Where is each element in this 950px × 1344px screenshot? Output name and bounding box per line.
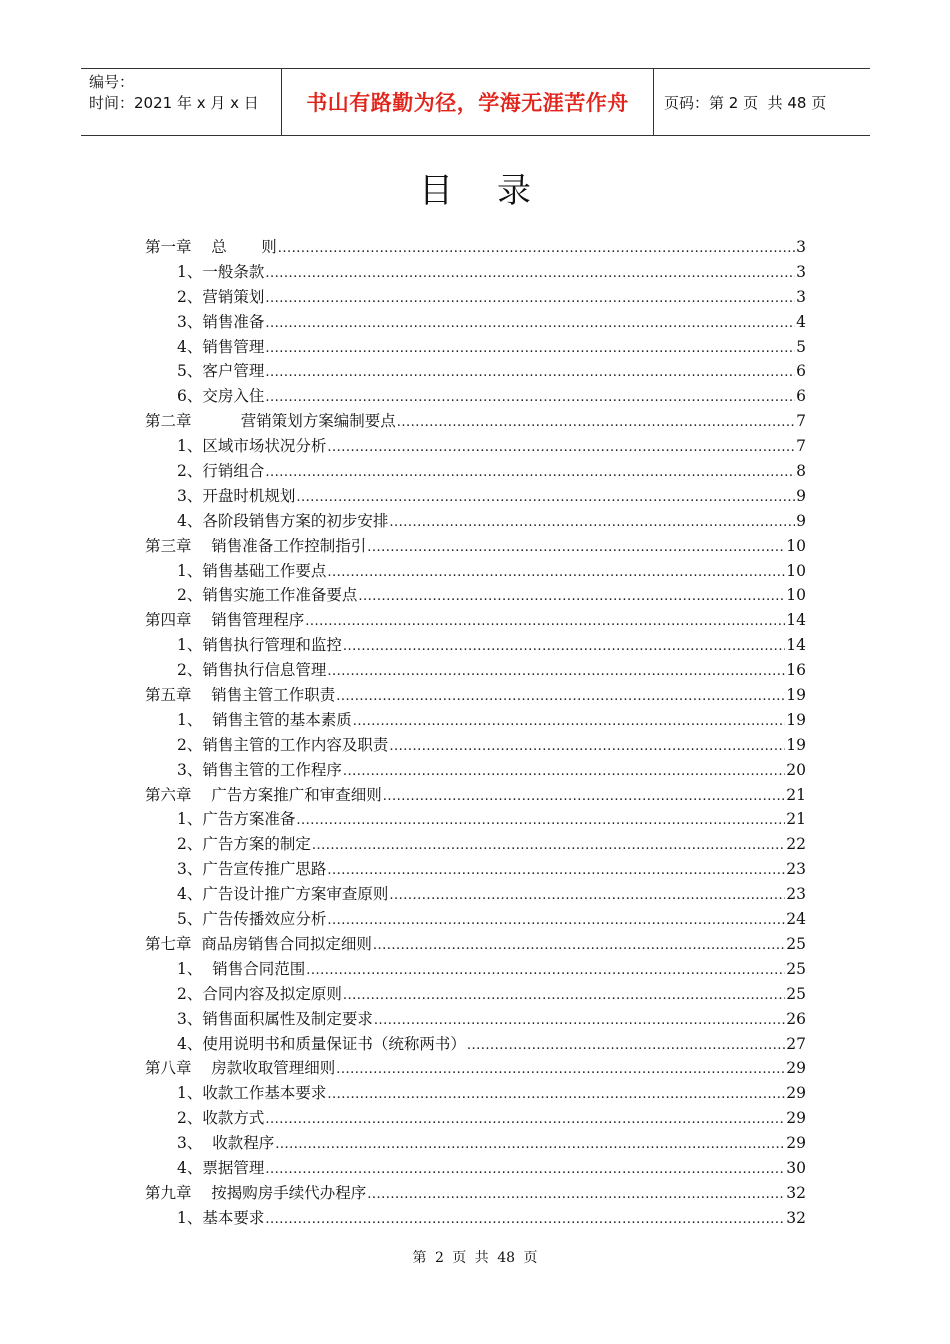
- toc-section-entry[interactable]: [145, 1032, 806, 1057]
- toc-chapter-entry[interactable]: [145, 683, 806, 708]
- toc-leader-dots: [373, 935, 785, 953]
- toc-entry-page: 23: [786, 885, 806, 904]
- toc-entry-page: 19: [786, 735, 806, 754]
- toc-entry-page: 4: [796, 312, 806, 331]
- toc-section-entry[interactable]: [145, 434, 806, 459]
- toc-leader-dots: [343, 985, 785, 1003]
- toc-section-entry[interactable]: [145, 708, 806, 733]
- toc-entry-label: 2、销售执行信息管理: [177, 661, 327, 680]
- toc-entry-page: 14: [786, 636, 806, 655]
- toc-leader-dots: [265, 387, 795, 405]
- toc-entry-label: 第八章 房款收取管理细则: [145, 1059, 336, 1078]
- toc-entry-label: 5、客户管理: [177, 362, 265, 381]
- toc-entry-page: 32: [786, 1208, 806, 1227]
- toc-entry-label: 2、广告方案的制定: [177, 835, 311, 854]
- header-page-info-cell: [654, 69, 870, 135]
- toc-section-entry[interactable]: [145, 807, 806, 832]
- toc-entry-label: 4、各阶段销售方案的初步安排: [177, 511, 389, 530]
- toc-entry-page: 3: [796, 262, 806, 281]
- toc-entry-label: 1、基本要求: [177, 1208, 265, 1227]
- toc-section-entry[interactable]: [145, 1206, 806, 1231]
- document-number-label: 编号：: [89, 73, 135, 91]
- toc-section-entry[interactable]: [145, 459, 806, 484]
- toc-section-entry[interactable]: [145, 359, 806, 384]
- toc-leader-dots: [278, 238, 795, 256]
- toc-entry-label: 4、广告设计推广方案审查原则: [177, 885, 389, 904]
- toc-leader-dots: [336, 686, 785, 704]
- toc-entry-label: 3、开盘时机规划: [177, 486, 296, 505]
- toc-chapter-entry[interactable]: [145, 608, 806, 633]
- toc-entry-label: 1、区域市场状况分析: [177, 437, 327, 456]
- header-meta: [81, 69, 282, 135]
- toc-leader-dots: [397, 412, 795, 430]
- toc-entry-page: 20: [786, 760, 806, 779]
- toc-leader-dots: [327, 661, 785, 679]
- toc-entry-label: 6、交房入住: [177, 387, 265, 406]
- toc-entry-label: 5、广告传播效应分析: [177, 910, 327, 929]
- toc-entry-label: 1、一般条款: [177, 262, 265, 281]
- header-motto-cell: [282, 69, 654, 135]
- toc-leader-dots: [265, 313, 795, 331]
- toc-section-entry[interactable]: [145, 484, 806, 509]
- toc-leader-dots: [327, 437, 795, 455]
- toc-section-entry[interactable]: [145, 583, 806, 608]
- toc-leader-dots: [275, 1134, 785, 1152]
- toc-section-entry[interactable]: [145, 1131, 806, 1156]
- toc-entry-page: 29: [786, 1109, 806, 1128]
- toc-leader-dots: [327, 910, 785, 928]
- toc-section-entry[interactable]: [145, 882, 806, 907]
- toc-section-entry[interactable]: [145, 260, 806, 285]
- toc-section-entry[interactable]: [145, 1081, 806, 1106]
- toc-chapter-entry[interactable]: [145, 783, 806, 808]
- toc-entry-page: 10: [786, 536, 806, 555]
- toc-entry-page: 10: [786, 561, 806, 580]
- toc-leader-dots: [343, 761, 785, 779]
- toc-entry-label: 2、销售主管的工作内容及职责: [177, 735, 389, 754]
- toc-entry-label: 3、销售主管的工作程序: [177, 760, 342, 779]
- toc-entry-label: 1、销售基础工作要点: [177, 561, 327, 580]
- toc-chapter-entry[interactable]: [145, 1056, 806, 1081]
- toc-entry-page: 5: [796, 337, 806, 356]
- toc-leader-dots: [296, 487, 795, 505]
- header-motto: 书山有路勤为径，学海无涯苦作舟: [306, 91, 629, 115]
- toc-section-entry[interactable]: [145, 758, 806, 783]
- toc-entry-page: 21: [786, 810, 806, 829]
- toc-entry-page: 24: [786, 910, 806, 929]
- toc-leader-dots: [374, 1010, 785, 1028]
- toc-entry-page: 19: [786, 686, 806, 705]
- toc-entry-label: 2、销售实施工作准备要点: [177, 586, 358, 605]
- toc-entry-page: 30: [786, 1158, 806, 1177]
- toc-leader-dots: [296, 810, 785, 828]
- toc-leader-dots: [265, 263, 795, 281]
- toc-entry-page: 3: [796, 238, 806, 256]
- toc-section-entry[interactable]: [145, 310, 806, 335]
- toc-entry-page: 19: [786, 710, 806, 729]
- toc-entry-label: 2、收款方式: [177, 1109, 265, 1128]
- toc-entry-label: 第三章 销售准备工作控制指引: [145, 536, 367, 555]
- toc-section-entry[interactable]: [145, 1156, 806, 1181]
- toc-title: 目录: [419, 171, 575, 211]
- table-of-contents: [145, 235, 806, 1231]
- toc-entry-label: 2、合同内容及拟定原则: [177, 984, 342, 1003]
- toc-section-entry[interactable]: [145, 982, 806, 1007]
- toc-entry-page: 10: [786, 586, 806, 605]
- toc-entry-label: 3、销售准备: [177, 312, 265, 331]
- toc-section-entry[interactable]: [145, 335, 806, 360]
- toc-section-entry[interactable]: [145, 559, 806, 584]
- toc-entry-label: 第九章 按揭购房手续代办程序: [145, 1183, 367, 1202]
- toc-entry-page: 26: [786, 1009, 806, 1028]
- toc-entry-page: 16: [786, 661, 806, 680]
- toc-entry-page: 29: [786, 1134, 806, 1153]
- header-page-info: 页码：第 2 页 共 48 页: [664, 93, 827, 112]
- toc-entry-label: 1、广告方案准备: [177, 810, 296, 829]
- toc-leader-dots: [265, 1209, 785, 1227]
- document-time-label: 时间：2021 年 x 月 x 日: [89, 94, 259, 112]
- toc-chapter-entry[interactable]: [145, 235, 806, 260]
- toc-entry-label: 第二章 营销策划方案编制要点: [145, 412, 396, 431]
- toc-entry-label: 第五章 销售主管工作职责: [145, 686, 336, 705]
- toc-leader-dots: [367, 537, 785, 555]
- toc-entry-label: 第一章 总 则: [145, 238, 277, 256]
- toc-leader-dots: [265, 288, 795, 306]
- toc-entry-page: 7: [796, 437, 806, 456]
- toc-chapter-entry[interactable]: [145, 932, 806, 957]
- toc-section-entry[interactable]: [145, 633, 806, 658]
- toc-entry-label: 4、使用说明书和质量保证书（统称两书）: [177, 1034, 466, 1053]
- toc-entry-page: 8: [796, 462, 806, 481]
- toc-section-entry[interactable]: [145, 907, 806, 932]
- toc-leader-dots: [265, 1159, 785, 1177]
- toc-leader-dots: [353, 711, 786, 729]
- toc-leader-dots: [265, 462, 795, 480]
- toc-entry-label: 第四章 销售管理程序: [145, 611, 305, 630]
- toc-leader-dots: [265, 1109, 785, 1127]
- toc-entry-page: 22: [786, 835, 806, 854]
- toc-entry-page: 25: [786, 959, 806, 978]
- toc-leader-dots: [305, 611, 785, 629]
- toc-chapter-entry[interactable]: [145, 1181, 806, 1206]
- toc-leader-dots: [336, 1059, 785, 1077]
- toc-leader-dots: [389, 885, 785, 903]
- toc-leader-dots: [265, 362, 795, 380]
- toc-leader-dots: [467, 1035, 785, 1053]
- toc-leader-dots: [327, 860, 785, 878]
- toc-entry-label: 1、收款工作基本要求: [177, 1084, 327, 1103]
- toc-entry-label: 2、行销组合: [177, 462, 265, 481]
- toc-section-entry[interactable]: [145, 1007, 806, 1032]
- toc-entry-label: 3、销售面积属性及制定要求: [177, 1009, 373, 1028]
- toc-leader-dots: [327, 562, 785, 580]
- toc-entry-label: 3、 收款程序: [177, 1134, 275, 1153]
- toc-entry-page: 6: [796, 387, 806, 406]
- toc-entry-label: 4、销售管理: [177, 337, 265, 356]
- toc-entry-label: 第七章 商品房销售合同拟定细则: [145, 934, 372, 953]
- toc-chapter-entry[interactable]: [145, 534, 806, 559]
- toc-leader-dots: [327, 1084, 785, 1102]
- toc-entry-page: 7: [796, 412, 806, 431]
- page-footer: [0, 1247, 950, 1267]
- page-header: [81, 68, 870, 136]
- toc-leader-dots: [312, 835, 785, 853]
- toc-entry-page: 14: [786, 611, 806, 630]
- toc-entry-label: 第六章 广告方案推广和审查细则: [145, 785, 382, 804]
- toc-leader-dots: [389, 512, 795, 530]
- toc-entry-page: 29: [786, 1059, 806, 1078]
- toc-section-entry[interactable]: [145, 384, 806, 409]
- toc-section-entry[interactable]: [145, 733, 806, 758]
- toc-leader-dots: [383, 786, 786, 804]
- toc-entry-page: 21: [786, 785, 806, 804]
- toc-entry-label: 1、销售执行管理和监控: [177, 636, 342, 655]
- toc-leader-dots: [389, 736, 785, 754]
- toc-entry-page: 25: [786, 984, 806, 1003]
- footer-page-number: 第 2 页 共 48 页: [412, 1250, 538, 1266]
- toc-section-entry[interactable]: [145, 832, 806, 857]
- toc-entry-page: 6: [796, 362, 806, 381]
- toc-entry-page: 32: [786, 1183, 806, 1202]
- toc-entry-page: 25: [786, 934, 806, 953]
- toc-entry-page: 9: [796, 511, 806, 530]
- toc-entry-page: 23: [786, 860, 806, 879]
- toc-section-entry[interactable]: [145, 957, 806, 982]
- toc-entry-page: 3: [796, 287, 806, 306]
- toc-section-entry[interactable]: [145, 509, 806, 534]
- toc-entry-label: 1、 销售合同范围: [177, 959, 306, 978]
- toc-section-entry[interactable]: [145, 1106, 806, 1131]
- toc-entry-label: 4、票据管理: [177, 1158, 265, 1177]
- toc-section-entry[interactable]: [145, 857, 806, 882]
- toc-leader-dots: [358, 586, 785, 604]
- toc-leader-dots: [306, 960, 785, 978]
- toc-leader-dots: [265, 338, 795, 356]
- toc-entry-label: 3、广告宣传推广思路: [177, 860, 327, 879]
- toc-section-entry[interactable]: [145, 285, 806, 310]
- toc-entry-label: 1、 销售主管的基本素质: [177, 710, 352, 729]
- toc-section-entry[interactable]: [145, 658, 806, 683]
- toc-entry-page: 9: [796, 486, 806, 505]
- toc-entry-label: 2、营销策划: [177, 287, 265, 306]
- toc-entry-page: 29: [786, 1084, 806, 1103]
- toc-entry-page: 27: [786, 1034, 806, 1053]
- toc-leader-dots: [367, 1184, 785, 1202]
- toc-leader-dots: [343, 636, 785, 654]
- toc-chapter-entry[interactable]: [145, 409, 806, 434]
